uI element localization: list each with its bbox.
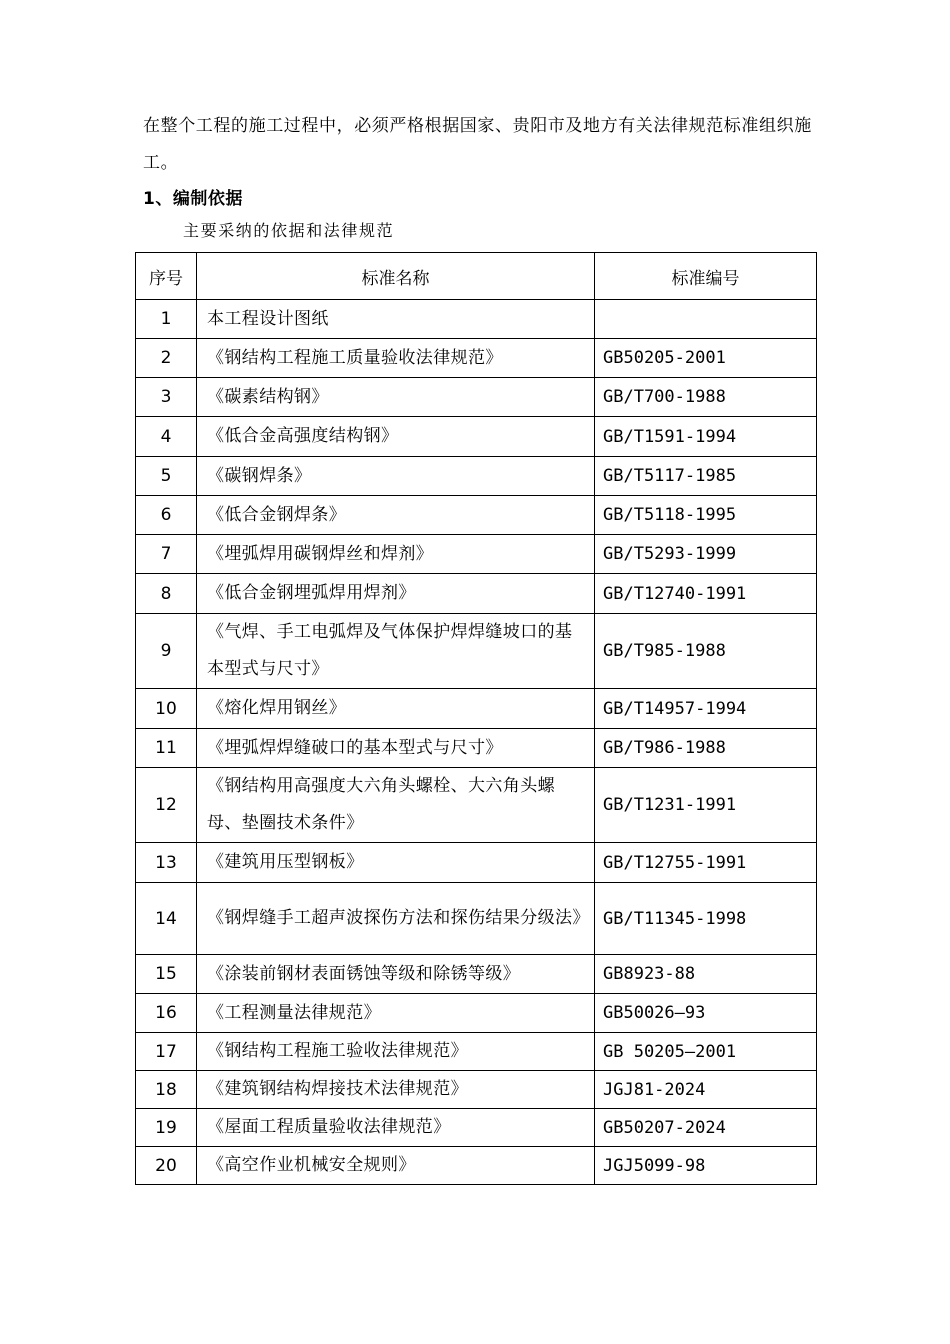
row-standard-name: 《钢结构用高强度大六角头螺栓、大六角头螺母、垫圈技术条件》 <box>197 768 595 843</box>
row-index: 15 <box>136 955 197 994</box>
table-row <box>136 339 817 378</box>
row-index: 16 <box>136 994 197 1033</box>
row-index: 5 <box>136 457 197 496</box>
row-standard-name: 《低合金钢焊条》 <box>197 496 595 535</box>
row-standard-name: 《熔化焊用钢丝》 <box>197 689 595 729</box>
table-row <box>136 1033 817 1071</box>
header-index: 序号 <box>136 253 197 300</box>
row-standard-code: GB/T986-1988 <box>595 729 817 768</box>
table-row <box>136 417 817 457</box>
row-index: 12 <box>136 768 197 843</box>
row-index: 7 <box>136 535 197 574</box>
table-row <box>136 883 817 955</box>
row-index: 8 <box>136 574 197 614</box>
row-standard-name: 《钢焊缝手工超声波探伤方法和探伤结果分级法》 <box>197 883 595 955</box>
row-standard-name: 本工程设计图纸 <box>197 300 595 339</box>
row-standard-name: 《建筑用压型钢板》 <box>197 843 595 883</box>
row-standard-name: 《涂装前钢材表面锈蚀等级和除锈等级》 <box>197 955 595 994</box>
row-standard-code: GB/T12755-1991 <box>595 843 817 883</box>
row-standard-name: 《埋弧焊焊缝破口的基本型式与尺寸》 <box>197 729 595 768</box>
row-standard-code: GB50205-2001 <box>595 339 817 378</box>
row-index: 19 <box>136 1109 197 1147</box>
row-standard-code: GB/T5117-1985 <box>595 457 817 496</box>
row-standard-code: GB/T1591-1994 <box>595 417 817 457</box>
row-standard-code: GB/T12740-1991 <box>595 574 817 614</box>
row-standard-name: 《碳钢焊条》 <box>197 457 595 496</box>
table-row <box>136 729 817 768</box>
table-row <box>136 843 817 883</box>
row-standard-name: 《埋弧焊用碳钢焊丝和焊剂》 <box>197 535 595 574</box>
table-row <box>136 768 817 843</box>
table-row <box>136 689 817 729</box>
row-standard-name: 《屋面工程质量验收法律规范》 <box>197 1109 595 1147</box>
row-standard-code: GB/T5118-1995 <box>595 496 817 535</box>
row-standard-code: JGJ5099-98 <box>595 1147 817 1185</box>
table-row <box>136 1071 817 1109</box>
row-standard-code: JGJ81-2024 <box>595 1071 817 1109</box>
table-row <box>136 1109 817 1147</box>
row-index: 20 <box>136 1147 197 1185</box>
row-standard-name: 《低合金高强度结构钢》 <box>197 417 595 457</box>
row-index: 10 <box>136 689 197 729</box>
row-index: 18 <box>136 1071 197 1109</box>
table-header-row <box>136 253 817 300</box>
row-index: 11 <box>136 729 197 768</box>
row-standard-name: 《工程测量法律规范》 <box>197 994 595 1033</box>
row-standard-code: GB50026—93 <box>595 994 817 1033</box>
row-standard-name: 《钢结构工程施工质量验收法律规范》 <box>197 339 595 378</box>
row-standard-code: GB 50205—2001 <box>595 1033 817 1071</box>
row-standard-name: 《高空作业机械安全规则》 <box>197 1147 595 1185</box>
table-row <box>136 457 817 496</box>
row-standard-code: GB/T985-1988 <box>595 614 817 689</box>
header-standard-code: 标准编号 <box>595 253 817 300</box>
table-row <box>136 378 817 417</box>
section-heading: 1、编制依据 <box>143 189 243 209</box>
table-row <box>136 574 817 614</box>
row-standard-name: 《碳素结构钢》 <box>197 378 595 417</box>
row-standard-code: GB/T5293-1999 <box>595 535 817 574</box>
row-index: 13 <box>136 843 197 883</box>
table-caption: 主要采纳的依据和法律规范 <box>183 221 395 240</box>
table-row <box>136 955 817 994</box>
row-index: 17 <box>136 1033 197 1071</box>
table-row <box>136 496 817 535</box>
row-index: 9 <box>136 614 197 689</box>
row-standard-name: 《钢结构工程施工验收法律规范》 <box>197 1033 595 1071</box>
row-standard-code: GB/T1231-1991 <box>595 768 817 843</box>
row-index: 4 <box>136 417 197 457</box>
header-standard-name: 标准名称 <box>197 253 595 300</box>
standards-table <box>135 252 817 1185</box>
intro-paragraph: 在整个工程的施工过程中，必须严格根据国家、贵阳市及地方有关法律规范标准组织施工。 <box>143 116 812 173</box>
row-standard-code <box>595 300 817 339</box>
row-standard-code: GB8923-88 <box>595 955 817 994</box>
row-index: 1 <box>136 300 197 339</box>
table-row <box>136 300 817 339</box>
row-standard-name: 《低合金钢埋弧焊用焊剂》 <box>197 574 595 614</box>
table-row <box>136 994 817 1033</box>
table-row <box>136 535 817 574</box>
table-row <box>136 614 817 689</box>
row-index: 2 <box>136 339 197 378</box>
row-standard-code: GB/T700-1988 <box>595 378 817 417</box>
row-index: 3 <box>136 378 197 417</box>
table-row <box>136 1147 817 1185</box>
row-standard-name: 《建筑钢结构焊接技术法律规范》 <box>197 1071 595 1109</box>
row-standard-code: GB/T14957-1994 <box>595 689 817 729</box>
row-standard-code: GB/T11345-1998 <box>595 883 817 955</box>
row-index: 6 <box>136 496 197 535</box>
row-standard-code: GB50207-2024 <box>595 1109 817 1147</box>
row-index: 14 <box>136 883 197 955</box>
row-standard-name: 《气焊、手工电弧焊及气体保护焊焊缝坡口的基本型式与尺寸》 <box>197 614 595 689</box>
